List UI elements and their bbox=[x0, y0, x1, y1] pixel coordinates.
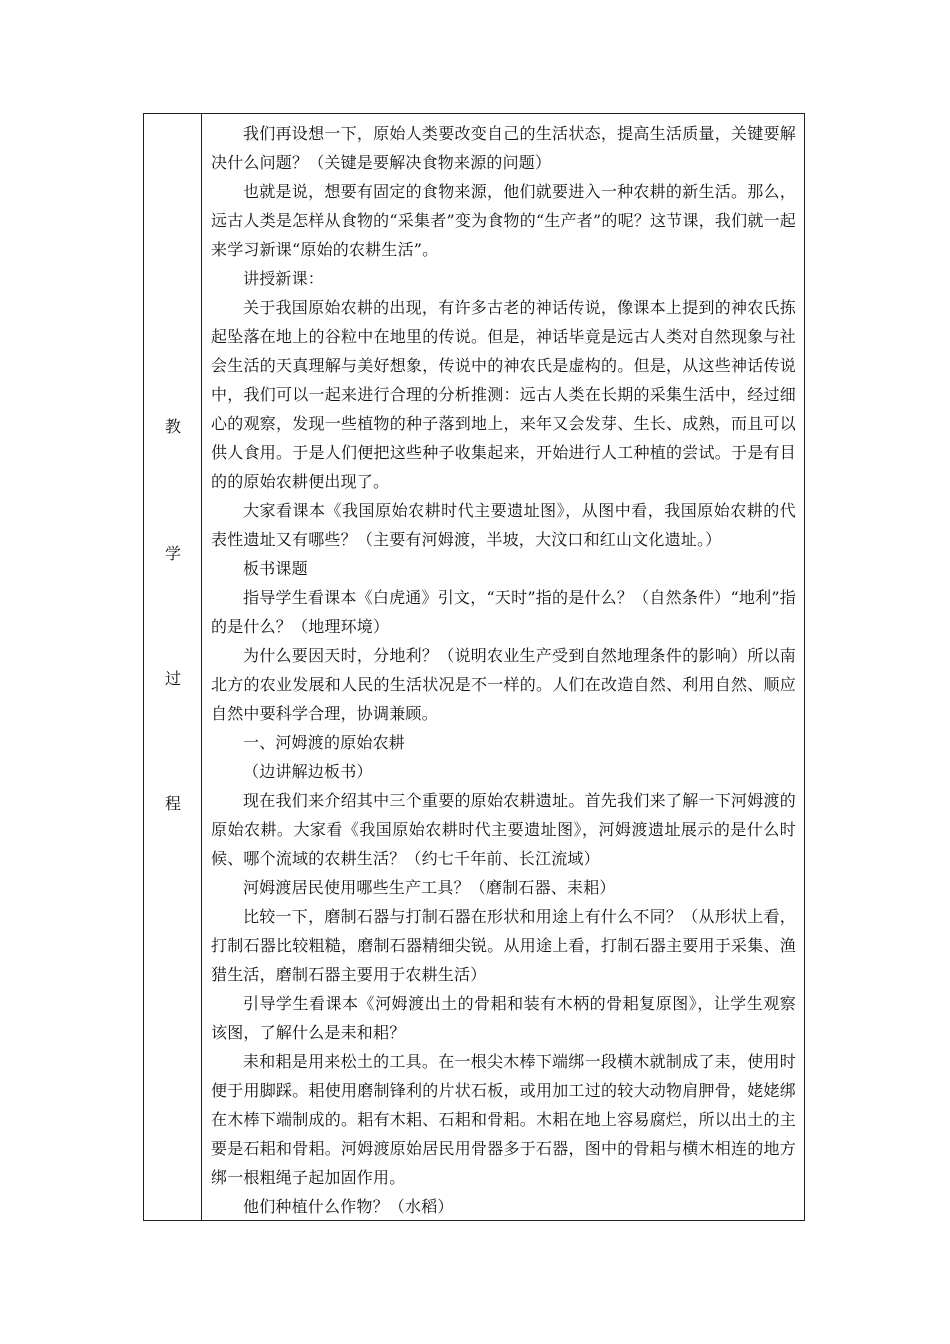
paragraph: 他们种植什么作物？（水稻） bbox=[243, 1197, 454, 1216]
paragraph: 引导学生看课本《河姆渡出土的骨耜和装有木柄的骨耜复原图》，让学生观察该图，了解什么是耒和耜？ bbox=[211, 994, 796, 1042]
section-label-column bbox=[144, 114, 202, 1220]
paragraph: 关于我国原始农耕的出现，有许多古老的神话传说，像课本上提到的神农氏拣起坠落在地上的谷粒中在地里的传说。但是，神话毕竟是远古人类对自然现象与社会生活的天真理解与美好想象，传说中的神农氏是虚构的。但是，从这些神话传说中，我们可以一起来进行合理的分析推测：远古人类在长期的采集生活中，经过细心的观察，发现一些植物的种子落到地上，来年又会发芽、生长、成熟，而且可以供人食用。于是人们便把这些种子收集起来，开始进行人工种植的尝试。于是有目的的原始农耕便出现了。 bbox=[211, 298, 796, 491]
paragraph: 耒和耜是用来松土的工具。在一根尖木棒下端绑一段横木就制成了耒，使用时便于用脚踩。耜使用磨制锋利的片状石板，或用加工过的较大动物肩胛骨，姥姥绑在木棒下端制成的。耜有木耜、石耜和骨耜。木耜在地上容易腐烂，所以出土的主要是石耜和骨耜。河姆渡原始居民用骨器多于石器，图中的骨耜与横木相连的地方绑一根粗绳子起加固作用。 bbox=[211, 1052, 796, 1187]
paragraph: 讲授新课： bbox=[243, 269, 325, 288]
section-label-char: 学 bbox=[164, 544, 181, 563]
paragraph: 指导学生看课本《白虎通》引文，“天时”指的是什么？（自然条件）“地利”指的是什么？（地理环境） bbox=[211, 588, 796, 636]
paragraph: 板书课题 bbox=[243, 559, 308, 578]
paragraph: 现在我们来介绍其中三个重要的原始农耕遗址。首先我们来了解一下河姆渡的原始农耕。大家看《我国原始农耕时代主要遗址图》，河姆渡遗址展示的是什么时候、哪个流域的农耕生活？（约七千年前、长江流域） bbox=[211, 791, 796, 868]
lesson-content bbox=[202, 114, 804, 1220]
paragraph: 也就是说，想要有固定的食物来源，他们就要进入一种农耕的新生活。那么，远古人类是怎样从食物的“采集者”变为食物的“生产者”的呢？这节课，我们就一起来学习新课“原始的农耕生活”。 bbox=[211, 182, 796, 259]
section-label-char: 程 bbox=[164, 794, 181, 813]
paragraph: （边讲解边板书） bbox=[243, 762, 373, 781]
section-heading: 一、河姆渡的原始农耕 bbox=[243, 733, 406, 752]
section-label-char: 过 bbox=[164, 669, 181, 688]
paragraph: 为什么要因天时，分地利？（说明农业生产受到自然地理条件的影响）所以南北方的农业发展和人民的生活状况是不一样的。人们在改造自然、利用自然、顺应自然中要科学合理，协调兼顾。 bbox=[211, 646, 796, 723]
paragraph: 大家看课本《我国原始农耕时代主要遗址图》，从图中看，我国原始农耕的代表性遗址又有哪些？（主要有河姆渡，半坡，大汶口和红山文化遗址。） bbox=[211, 501, 796, 549]
paragraph: 我们再设想一下，原始人类要改变自己的生活状态，提高生活质量，关键要解决什么问题？（关键是要解决食物来源的问题） bbox=[211, 124, 796, 172]
section-label-char: 教 bbox=[164, 417, 181, 436]
paragraph: 比较一下，磨制石器与打制石器在形状和用途上有什么不同？（从形状上看，打制石器比较粗糙，磨制石器精细尖锐。从用途上看，打制石器主要用于采集、渔猎生活，磨制石器主要用于农耕生活） bbox=[211, 907, 796, 984]
lesson-table bbox=[143, 113, 805, 1221]
paragraph: 河姆渡居民使用哪些生产工具？（磨制石器、耒耜） bbox=[243, 878, 616, 897]
